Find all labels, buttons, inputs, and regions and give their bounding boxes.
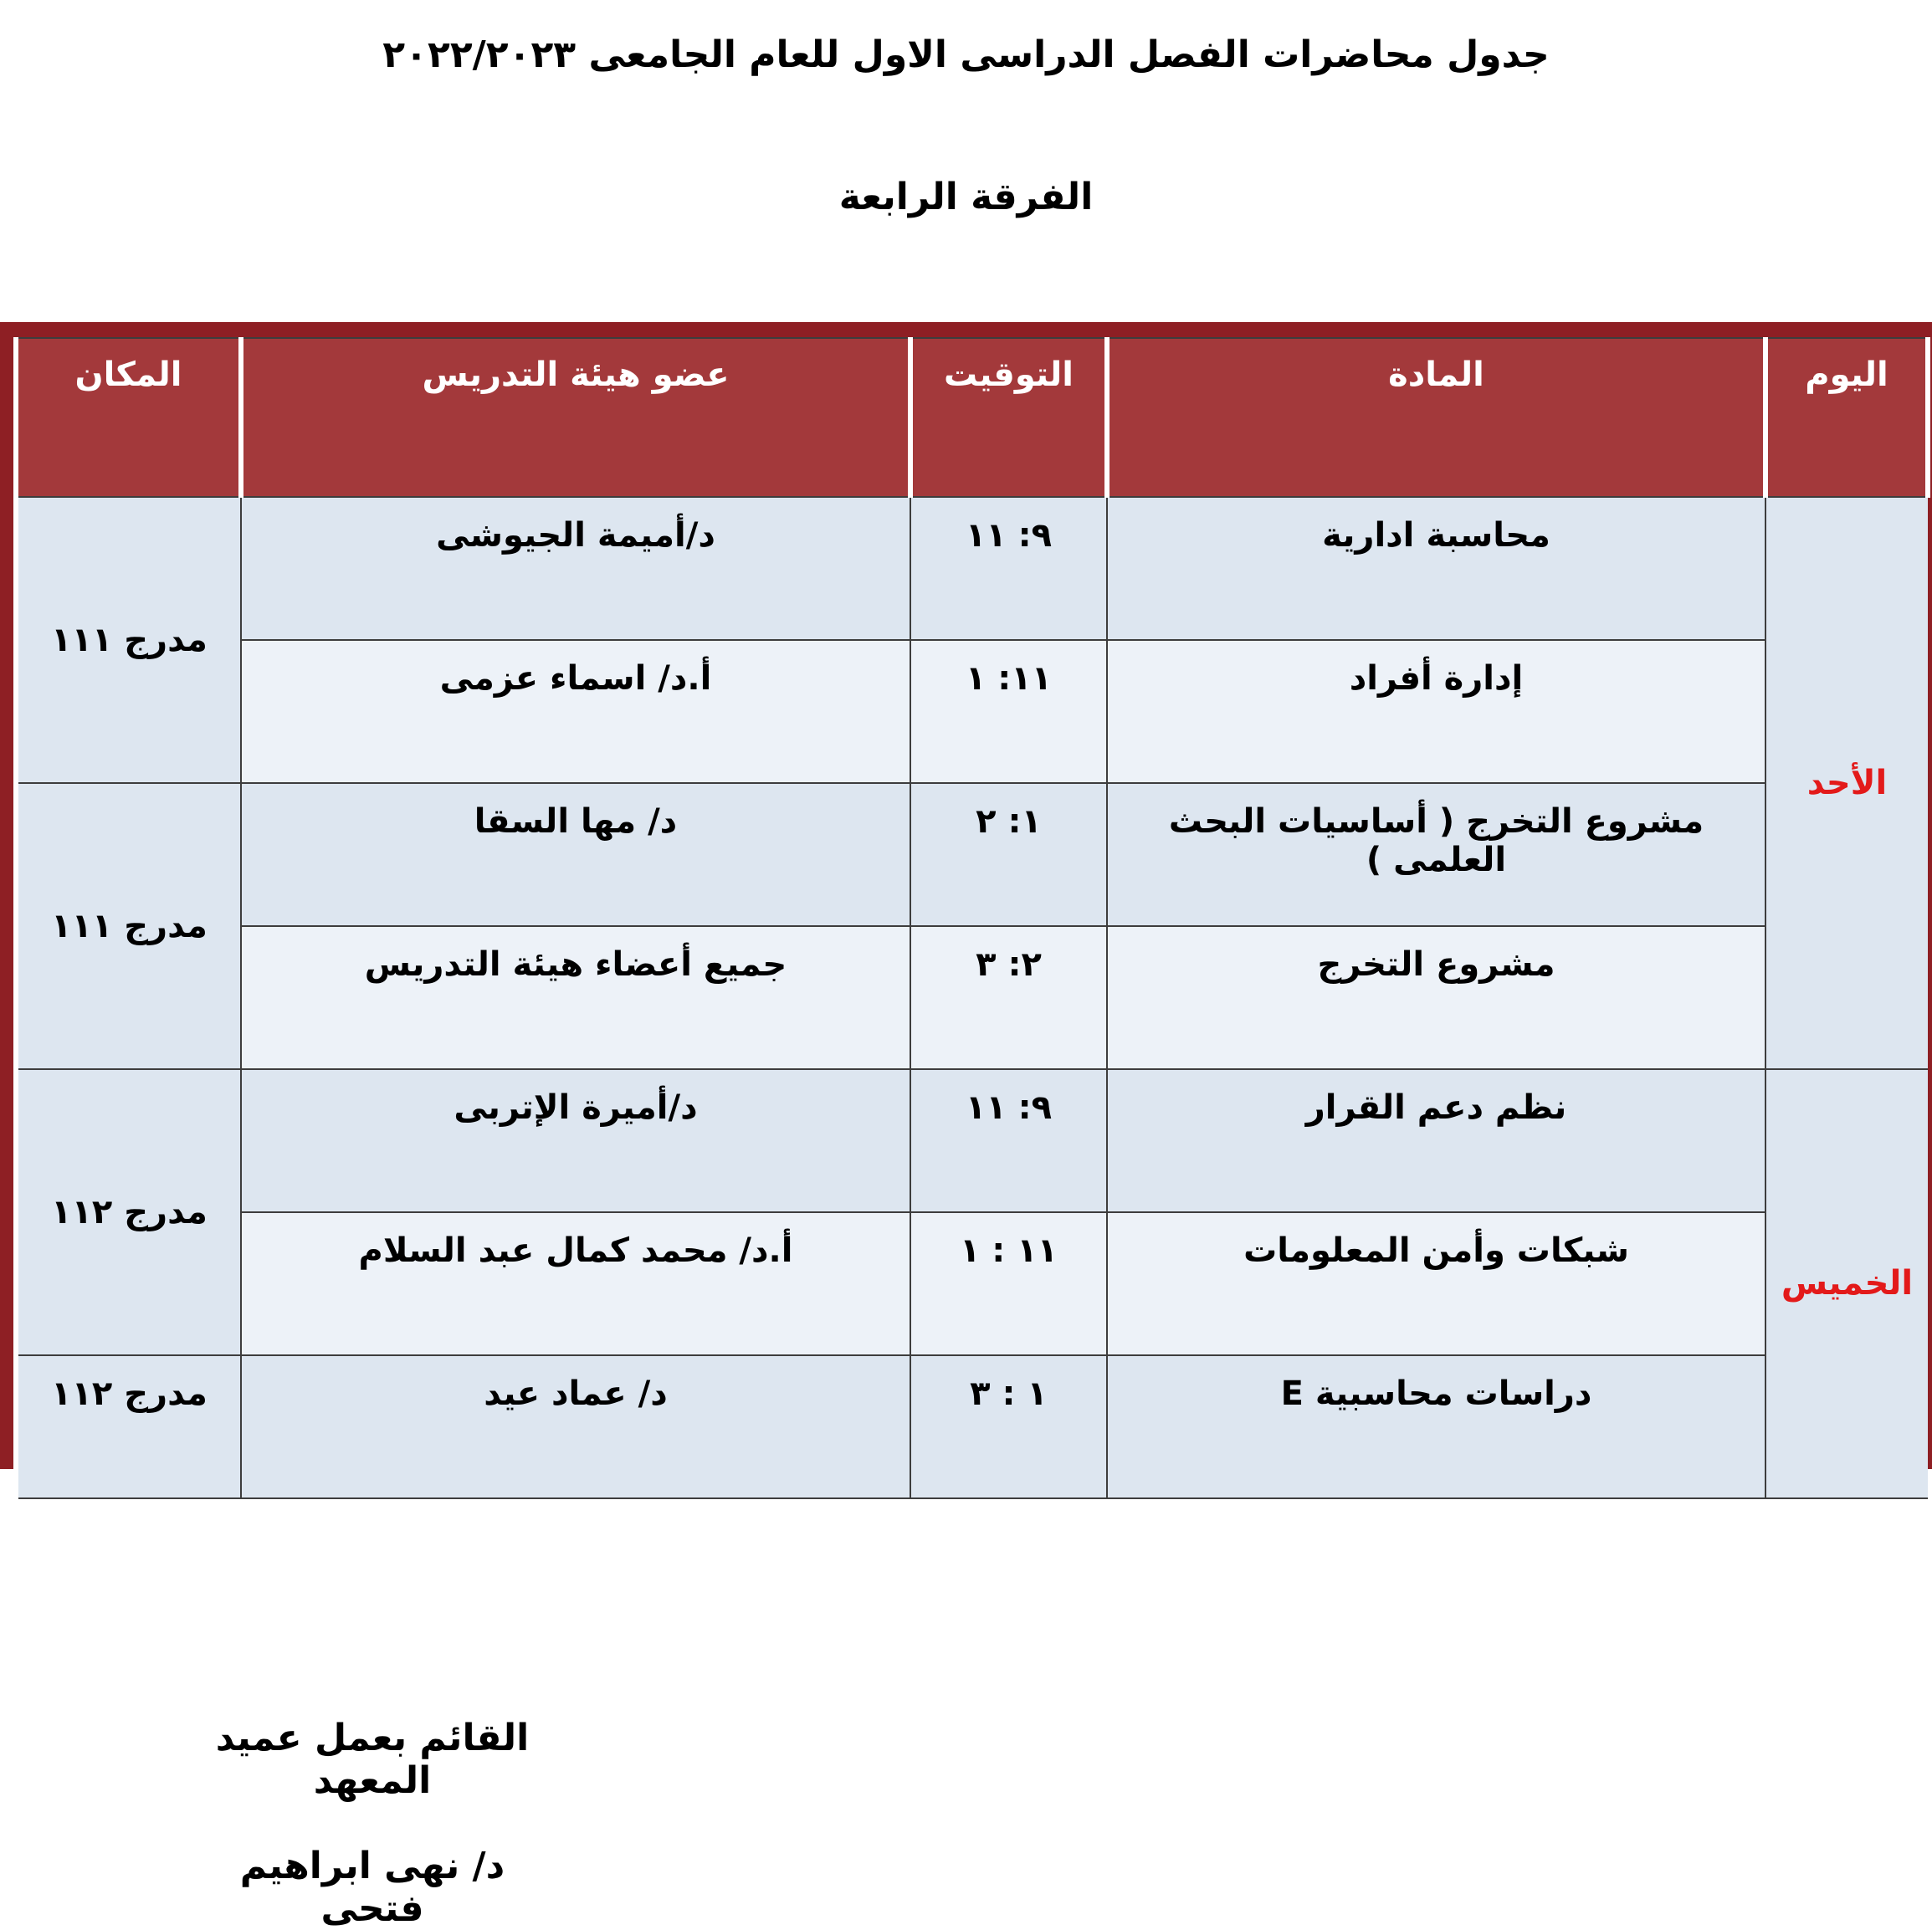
page-title: جدول محاضرات الفصل الدراسى الاول للعام الجامعى ٢٠٢٢/٢٠٢٣ <box>382 33 1550 76</box>
time-cell: ١: ٢ <box>910 783 1107 926</box>
place-cell: مدرج ١١٢ <box>16 1355 241 1498</box>
table-row <box>16 783 1928 926</box>
subject-cell: إدارة أفراد <box>1107 640 1765 783</box>
table-row <box>16 497 1928 640</box>
page-subtitle: الفرقة الرابعة <box>838 176 1094 218</box>
header-place: المكان <box>16 338 241 497</box>
subject-cell: دراسات محاسبية E <box>1107 1355 1765 1498</box>
time-cell: ١١ : ١ <box>910 1212 1107 1355</box>
subject-cell: شبكات وأمن المعلومات <box>1107 1212 1765 1355</box>
header-instructor: عضو هيئة التدريس <box>241 338 910 497</box>
header-subject: المادة <box>1107 338 1765 497</box>
time-cell: ٩: ١١ <box>910 1069 1107 1212</box>
time-cell: ١١: ١ <box>910 640 1107 783</box>
place-cell: مدرج ١١١ <box>16 783 241 1069</box>
instructor-cell: جميع أعضاء هيئة التدريس <box>241 926 910 1069</box>
table-row <box>16 1212 1928 1355</box>
signature-name: د/ نهى ابراهيم فتحى <box>239 1845 505 1930</box>
instructor-cell: أ.د/ اسماء عزمى <box>241 640 910 783</box>
place-cell: مدرج ١١١ <box>16 497 241 783</box>
instructor-cell: د/أميمة الجيوشى <box>241 497 910 640</box>
time-cell: ١ : ٣ <box>910 1355 1107 1498</box>
time-cell: ٩: ١١ <box>910 497 1107 640</box>
schedule-table <box>13 337 1930 1499</box>
instructor-cell: د/أميرة الإتربى <box>241 1069 910 1212</box>
header-row <box>16 338 1928 497</box>
day-thursday: الخميس <box>1765 1069 1928 1498</box>
time-cell: ٢: ٣ <box>910 926 1107 1069</box>
subject-cell: مشروع التخرج ( أساسيات البحث العلمى ) <box>1107 783 1765 926</box>
table-row <box>16 1355 1928 1498</box>
subject-cell: مشروع التخرج <box>1107 926 1765 1069</box>
place-cell: مدرج ١١٢ <box>16 1069 241 1355</box>
instructor-cell: أ.د/ محمد كمال عبد السلام <box>241 1212 910 1355</box>
day-sunday: الأحد <box>1765 497 1928 1069</box>
instructor-cell: د/ عماد عيد <box>241 1355 910 1498</box>
header-time: التوقيت <box>910 338 1107 497</box>
table-row <box>16 1069 1928 1212</box>
table-row <box>16 926 1928 1069</box>
schedule-frame <box>0 322 1932 1469</box>
instructor-cell: د/ مها السقا <box>241 783 910 926</box>
subject-cell: نظم دعم القرار <box>1107 1069 1765 1212</box>
table-row <box>16 640 1928 783</box>
header-day: اليوم <box>1765 338 1928 497</box>
signature-role: القائم بعمل عميد المعهد <box>215 1717 530 1802</box>
subject-cell: محاسبة ادارية <box>1107 497 1765 640</box>
